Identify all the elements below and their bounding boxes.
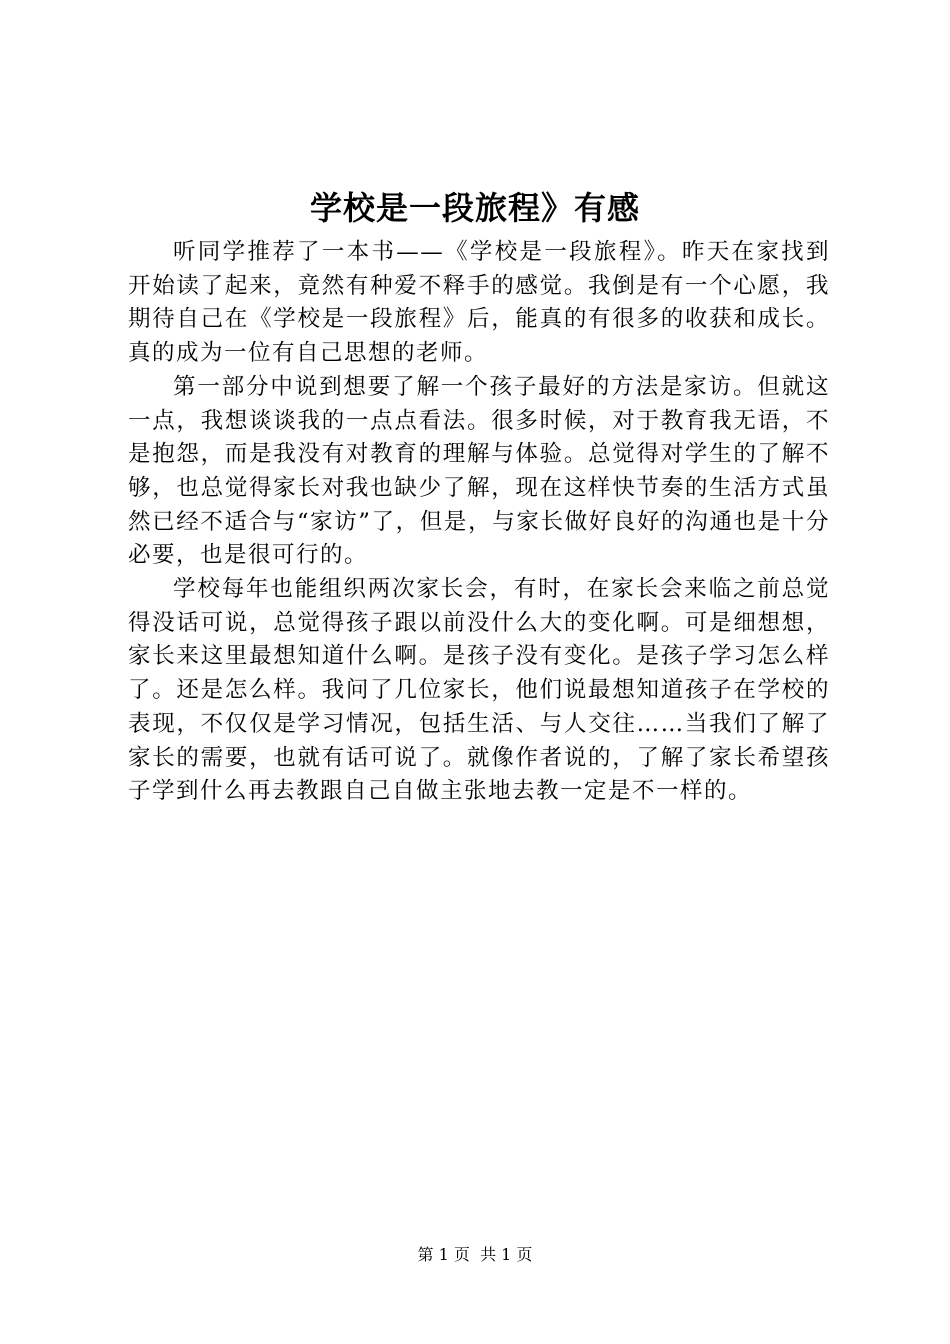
paragraph-3: 学校每年也能组织两次家长会，有时，在家长会来临之前总觉得没话可说，总觉得孩子跟以前没什么大的变化啊。可是细想想，家长来这里最想知道什么啊。是孩子没有变化。是孩子学习怎么样了。还是怎么样。我问了几位家长，他们说最想知道孩子在学校的表现，不仅仅是学习情况，包括生活、与人交往……当我们了解了家长的需要，也就有话可说了。就像作者说的，了解了家长希望孩子学到什么再去教跟自己自做主张地去教一定是不一样的。: [128, 576, 830, 805]
paragraph-2: 第一部分中说到想要了解一个孩子最好的方法是家访。但就这一点，我想谈谈我的一点点看法。很多时候，对于教育我无语，不是抱怨，而是我没有对教育的理解与体验。总觉得对学生的了解不够，也总觉得家长对我也缺少了解，现在这样快节奏的生活方式虽然已经不适合与“家访”了，但是，与家长做好良好的沟通也是十分必要，也是很可行的。: [128, 373, 830, 569]
page-footer: 第 1 页 共 1 页: [417, 1245, 533, 1264]
document-title: 学校是一段旅程》有感: [309, 189, 640, 227]
document-body: [128, 236, 830, 809]
paragraph-1: 听同学推荐了一本书——《学校是一段旅程》。昨天在家找到开始读了起来，竟然有种爱不释手的感觉。我倒是有一个心愿，我期待自己在《学校是一段旅程》后，能真的有很多的收获和成长。真的成为一位有自己思想的老师。: [128, 239, 830, 367]
